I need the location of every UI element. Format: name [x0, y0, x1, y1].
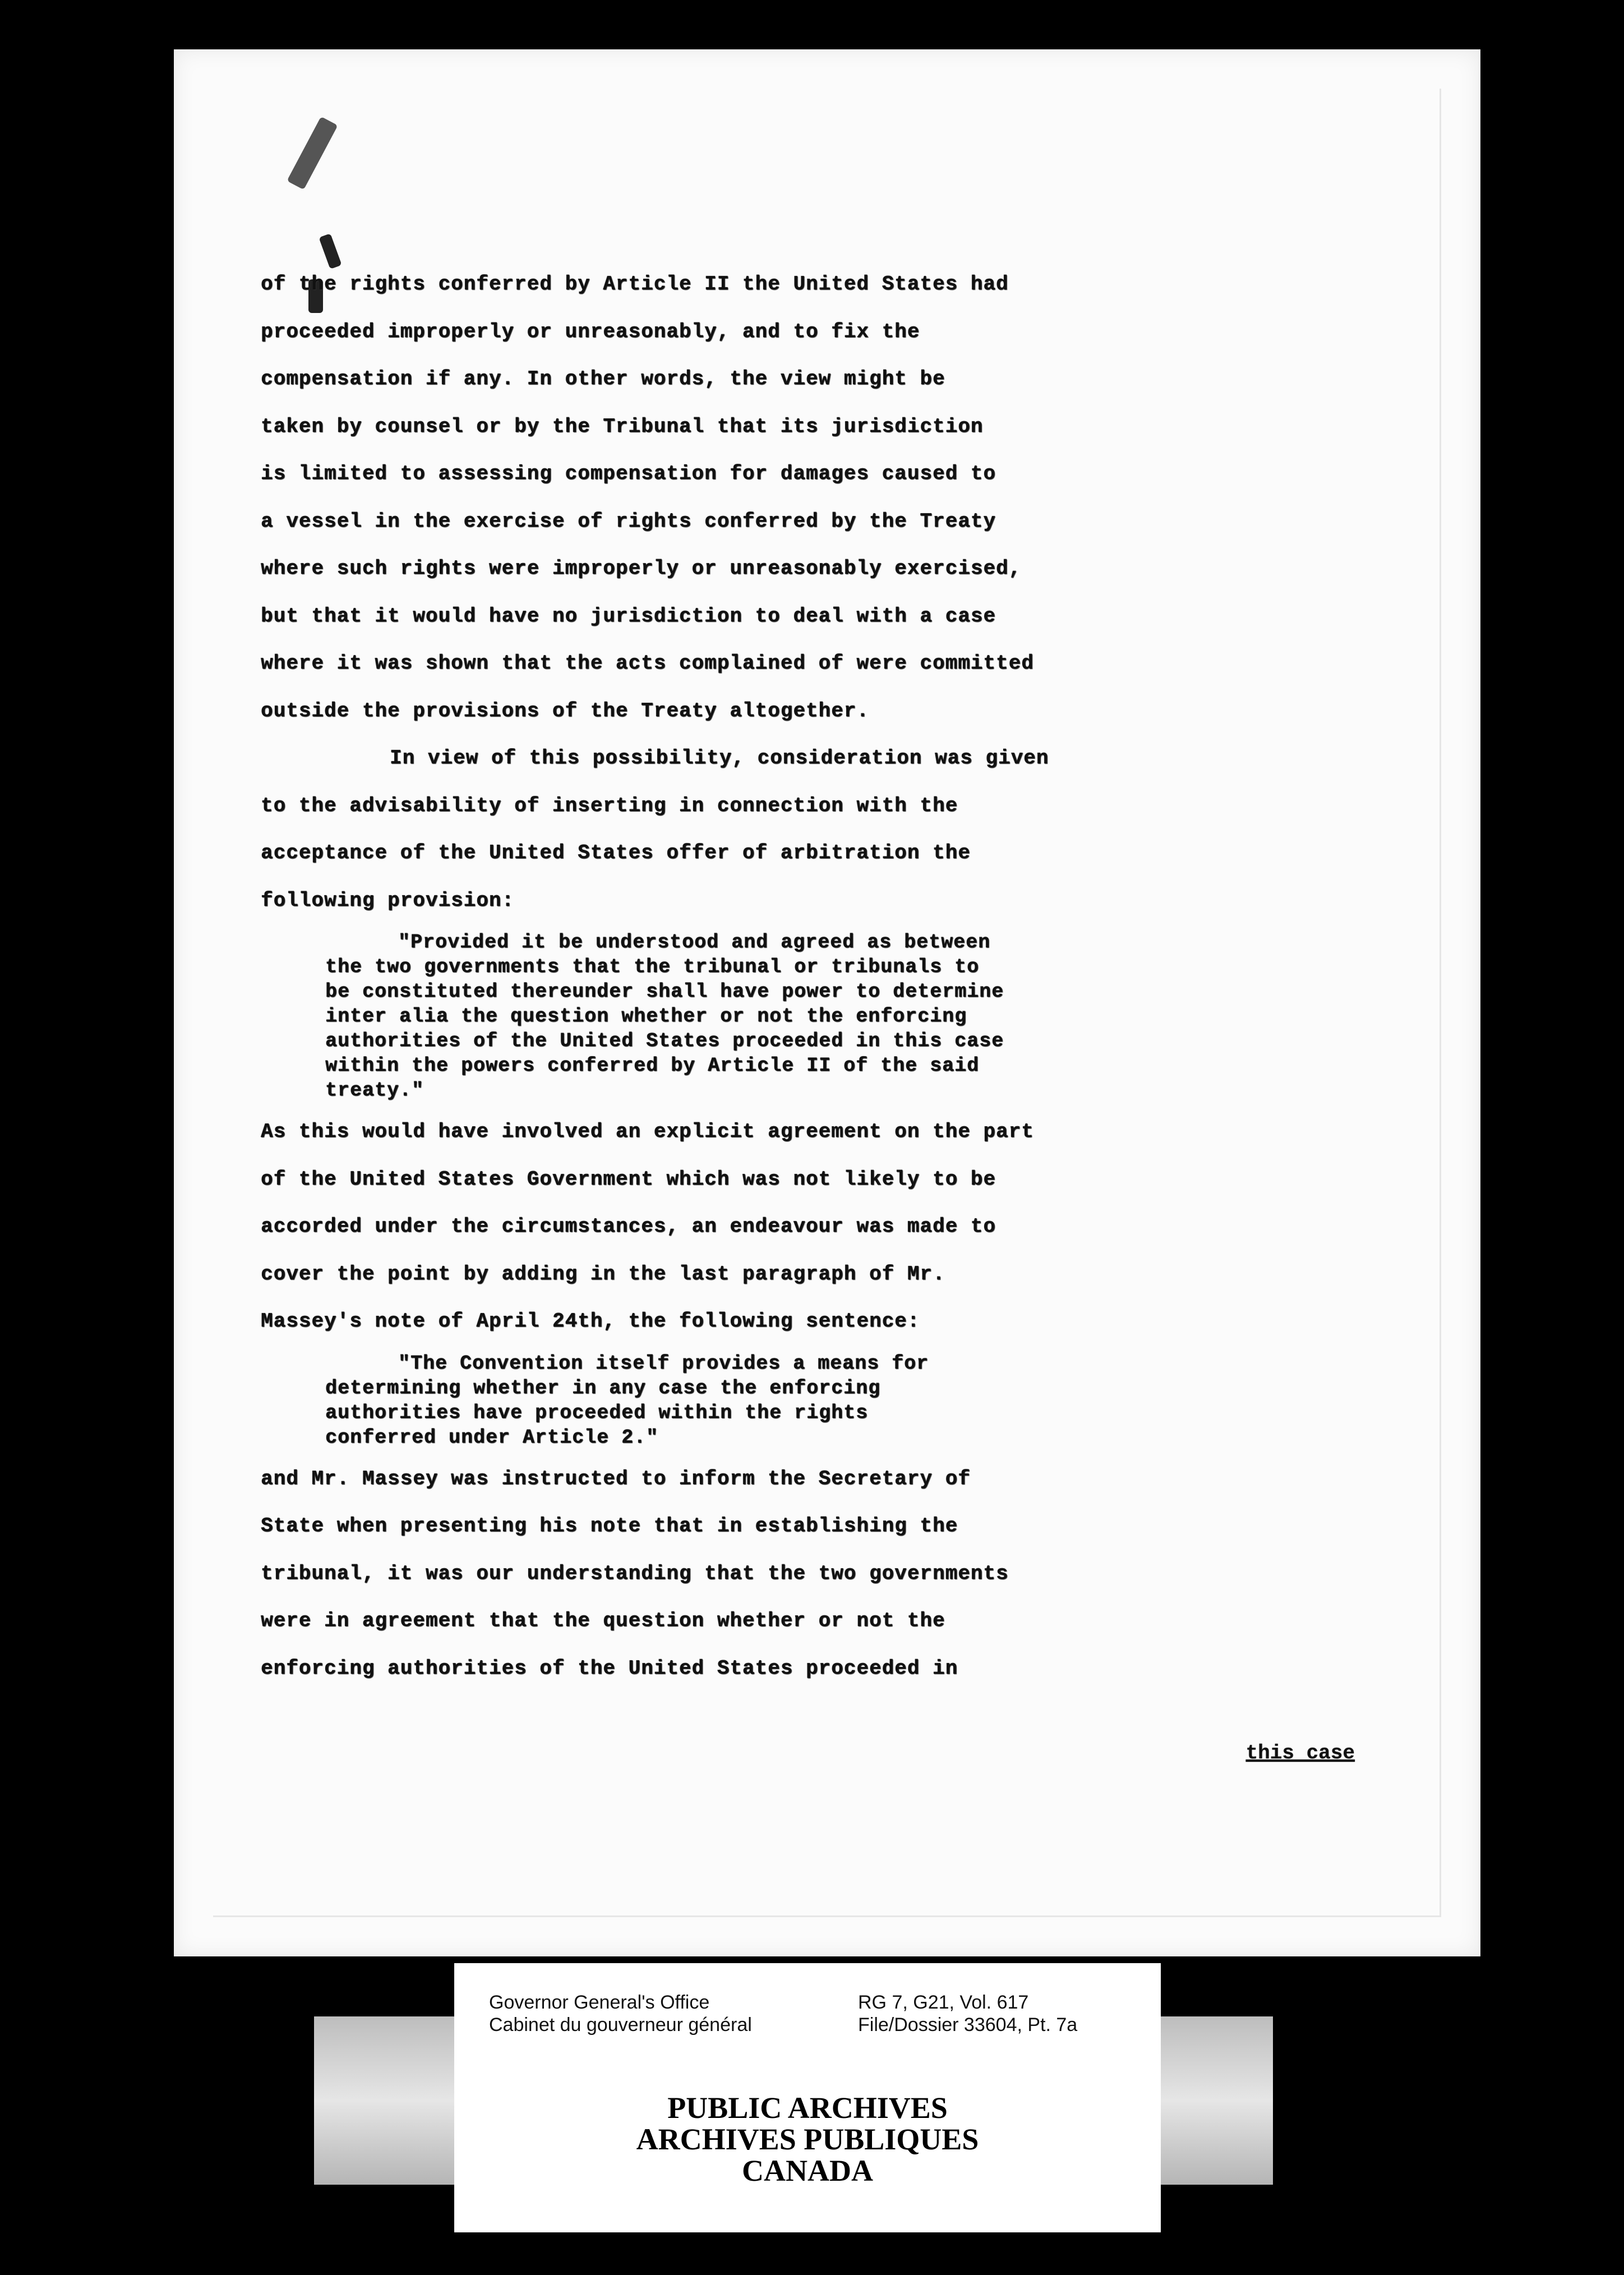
text-line: In view of this possibility, consideration was given	[390, 747, 1049, 770]
text-line: of the rights conferred by Article II the United States had	[261, 273, 1009, 296]
paragraph-2	[261, 735, 1315, 924]
reference: RG 7, G21, Vol. 617	[858, 1992, 1029, 2013]
text-line: As this would have involved an explicit agreement on the part	[261, 1120, 1034, 1143]
text-line: following provision:	[261, 888, 515, 912]
text-line: enforcing authorities of the United States proceeded in	[261, 1656, 958, 1680]
paragraph-4	[261, 1456, 1315, 1693]
quote-block-2	[325, 1351, 1315, 1450]
text-line: tribunal, it was our understanding that the two governments	[261, 1562, 1009, 1585]
archives-fr: ARCHIVES PUBLIQUES	[636, 2122, 979, 2156]
text-line: Massey's note of April 24th, the following sentence:	[261, 1310, 920, 1333]
text-line: treaty."	[325, 1079, 425, 1102]
archives-country: CANADA	[742, 2154, 873, 2188]
text-line: a vessel in the exercise of rights conferred by the Treaty	[261, 509, 996, 533]
text-line: the two governments that the tribunal or tribunals to	[325, 956, 980, 978]
text-line: cover the point by adding in the last paragraph of Mr.	[261, 1262, 945, 1286]
office-names	[489, 1991, 752, 2036]
text-line: State when presenting his note that in establishing the	[261, 1514, 958, 1537]
text-line: be constituted thereunder shall have power to determine	[325, 980, 1004, 1003]
paragraph-3	[261, 1108, 1315, 1346]
catchword: this case	[1245, 1742, 1355, 1765]
text-line: but that it would have no jurisdiction to deal with a case	[261, 604, 996, 628]
office-en: Governor General's Office	[489, 1992, 710, 2013]
text-line: and Mr. Massey was instructed to inform the Secretary of	[261, 1467, 971, 1490]
text-line: compensation if any. In other words, the view might be	[261, 367, 945, 390]
tape-left	[314, 2016, 454, 2185]
text-line: outside the provisions of the Treaty altogether.	[261, 699, 869, 722]
text-line: accorded under the circumstances, an endeavour was made to	[261, 1215, 996, 1238]
text-line: "Provided it be understood and agreed as between	[398, 931, 991, 954]
office-fr: Cabinet du gouverneur général	[489, 2014, 752, 2035]
text-line: where it was shown that the acts complained of were committed	[261, 652, 1034, 675]
text-line: determining whether in any case the enforcing	[325, 1376, 881, 1399]
text-line: within the powers conferred by Article II of the said	[325, 1054, 980, 1077]
text-line: is limited to assessing compensation for damages caused to	[261, 462, 996, 485]
text-line: inter alia the question whether or not the enforcing	[325, 1005, 967, 1028]
text-line: were in agreement that the question whether or not the	[261, 1609, 945, 1632]
document-body	[261, 261, 1315, 1692]
archives-en: PUBLIC ARCHIVES	[667, 2091, 948, 2125]
text-line: proceeded improperly or unreasonably, and to fix the	[261, 320, 920, 343]
text-line: taken by counsel or by the Tribunal that its jurisdiction	[261, 415, 984, 438]
text-line: "The Convention itself provides a means for	[398, 1352, 929, 1375]
text-line: authorities of the United States proceeded in this case	[325, 1030, 1004, 1052]
archives-stamp	[454, 2092, 1161, 2186]
text-line: authorities have proceeded within the rights	[325, 1401, 869, 1424]
archive-label	[454, 1963, 1161, 2232]
tape-right	[1161, 2016, 1273, 2185]
text-line: where such rights were improperly or unreasonably exercised,	[261, 557, 1022, 580]
quote-block-1	[325, 930, 1315, 1103]
file-number: File/Dossier 33604, Pt. 7a	[858, 2014, 1078, 2035]
text-line: acceptance of the United States offer of arbitration the	[261, 841, 971, 864]
text-line: conferred under Article 2."	[325, 1426, 659, 1449]
text-line: of the United States Government which was not likely to be	[261, 1167, 996, 1191]
paragraph-1	[261, 261, 1315, 735]
reference-numbers	[858, 1991, 1077, 2036]
text-line: to the advisability of inserting in connection with the	[261, 794, 958, 817]
